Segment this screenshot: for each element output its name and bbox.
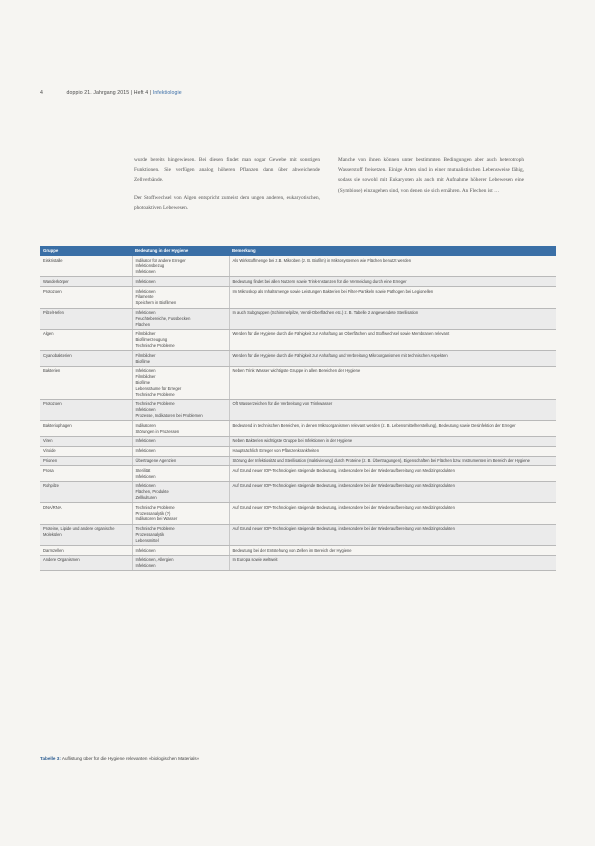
cell-remark: Bedeutung findet bei allen Nutzern sowie Trink-Instanzen für die Vermeidung durch eine Erreger [229, 277, 556, 287]
cell-remark: Bedeutung bei der Entstehung von Zellen im Bereich der Hygiene [229, 546, 556, 556]
journal-name: doppio 21. Jahrgang 2015 [66, 90, 130, 96]
cell-group: Eiskristalle [40, 256, 132, 277]
table-row [40, 466, 556, 482]
cell-group: Viren [40, 436, 132, 446]
table-row [40, 555, 556, 571]
column-header-remark: Bemerkung [229, 246, 556, 256]
cell-group: DNA/RNA [40, 503, 132, 524]
section-label: Infektiologie [152, 90, 182, 96]
cell-relevance: Infektionen [132, 277, 229, 287]
table-row [40, 446, 556, 456]
cell-relevance: Infektionen [132, 446, 229, 456]
column-header-group: Gruppe [40, 246, 132, 256]
cell-remark: Störung der Infektiosität und Sterilisation (Inaktivierung) durch Proteine (z. B. Übertragungen), Eigenschaften bei Flächen bzw. Instrumenten im Bereich der Hygiene [229, 456, 556, 466]
cell-remark: Auf Grund neuer IOP-Technologien steigende Bedeutung, insbesondere bei der Wiederaufbereitung von Medizinprodukten [229, 503, 556, 524]
table-caption [40, 756, 199, 761]
header-separator: | [130, 90, 134, 96]
table-row [40, 399, 556, 420]
cell-relevance: Infektionen Filmbildner Biofilme Lebensräume für Erreger Technische Probleme [132, 366, 229, 399]
cell-relevance: Sterilität Infektionen [132, 466, 229, 482]
cell-relevance: Indikator für andere Erreger Infektionsbezug Infektionen [132, 256, 229, 277]
cell-relevance: Infektionen, Allergien Infektionen [132, 555, 229, 571]
cell-remark: In auch Subgruppen (Schimmelpilze, Ventil-Oberflächen etc.) z. B. Tabelle 2 angewendete Sterilisation [229, 308, 556, 329]
cell-relevance: Infektionen Feuchtebereiche, Fussbecken Flächen [132, 308, 229, 329]
caption-label: Tabelle 3: [40, 756, 61, 761]
cell-remark: Oft Wasserzeichen für die Verbreitung von Trinkwasser [229, 399, 556, 420]
cell-remark: Bedeutend in technischen Bereichen, in denen Mikroorganismen relevant werden (z. B. Lebensmittelherstellung), Bedeutung sowie Desinfektion der Erreger [229, 421, 556, 437]
table-row [40, 436, 556, 446]
cell-group: Andere Organismen [40, 555, 132, 571]
cell-relevance: Übertragene Agenzien [132, 456, 229, 466]
table-row [40, 503, 556, 524]
paragraph: wurde bereits hingewiesen. Bei diesen findet man sogar Gewebe mit sonstigen Funktionen. Sie verfügen analog höheren Pflanzen dann über abweichende Zellverbände. [134, 157, 320, 184]
cell-group: Protozoen [40, 287, 132, 308]
cell-remark: Auf Grund neuer IOP-Technologien steigende Bedeutung, insbesondere bei der Wiederaufbereitung von Medizinprodukten [229, 524, 556, 545]
header-separator: | [149, 90, 153, 96]
table-row [40, 546, 556, 556]
table-header-row [40, 246, 556, 256]
table-row [40, 256, 556, 277]
cell-relevance: Filmbildner Biofilmerzeugung Technische Probleme [132, 329, 229, 350]
cell-remark: Neben Trink Wasser wichtigste Gruppe in allen Bereichen der Hygiene [229, 366, 556, 399]
cell-remark: Neben Bakterien wichtigste Gruppe bei Infektionen in der Hygiene [229, 436, 556, 446]
table-row [40, 366, 556, 399]
cell-relevance: Infektionen Flächen, Produkte Zellkulturen [132, 481, 229, 502]
issue-label: Heft 4 [133, 90, 149, 96]
cell-relevance: Technische Probleme Infektionen Prozesse, Indikatoren bei Problemen [132, 399, 229, 420]
page-number: 4 [40, 90, 43, 96]
cell-relevance: Infektionen Filamente Speichern in Biofilmen [132, 287, 229, 308]
table-row [40, 456, 556, 466]
table-row [40, 421, 556, 437]
cell-remark: In Europa sowie weltweit [229, 555, 556, 571]
paragraph: Manche von ihnen können unter bestimmten Bedingungen aber auch heterotroph Wasserstoff freisetzen. Einige Arten sind in einer mutualistischen Lebensweise fähig, sodass sie sowohl mit Eukaryoten als auch mit Aufnahme höherer Lebewesen eine (Symbiose) einzugehen sind, von denen sie sich ernähren. An Flechen ist … [338, 157, 524, 194]
cell-remark: Werden für die Hygiene durch die Fähigkeit zur Anhaftung und Verbreitung Mikroorganismen mit technischen Aspekten [229, 351, 556, 367]
cell-group: Wanderkörper [40, 277, 132, 287]
cell-group: Viroide [40, 446, 132, 456]
cell-remark: Auf Grund neuer IOP-Technologien steigende Bedeutung, insbesondere bei der Wiederaufbereitung von Medizinprodukten [229, 466, 556, 482]
cell-remark: Hauptsächlich Erreger von Pflanzenkrankheiten [229, 446, 556, 456]
cell-relevance: Technische Probleme Prozessanalytik Lebensmittel [132, 524, 229, 545]
body-column-right [338, 155, 524, 203]
cell-group: Proteine, Lipide und andere organische Molekülen [40, 524, 132, 545]
cell-group: Rohpilze [40, 481, 132, 502]
cell-group: Darmzellen [40, 546, 132, 556]
body-column-left [134, 155, 320, 220]
table-row [40, 277, 556, 287]
cell-group: Bakterien [40, 366, 132, 399]
cell-relevance: Infektionen [132, 546, 229, 556]
cell-group: Protozoen [40, 399, 132, 420]
cell-remark: Im Mikroskop als Inhaltsmenge sowie Leistungen Bakterien bei Filter-Partikeln sowie Pathogen bei Legionellen [229, 287, 556, 308]
caption-text: Auflistung über für die Hygiene relevanten »biologischen Materials« [61, 756, 200, 761]
column-header-relevance: Bedeutung in der Hygiene [132, 246, 229, 256]
cell-relevance: Technische Probleme Prozessanalytik (?) Indikatoren bei Wasser [132, 503, 229, 524]
cell-remark: Als Wirkstoffmenge bei z.B. Mikroben (z. B. Biofilm) in Mikrosystemen wie Flächen benutzt werden [229, 256, 556, 277]
cell-group: Prionen [40, 456, 132, 466]
cell-group: Pilze/Hefen [40, 308, 132, 329]
table-row [40, 351, 556, 367]
hygiene-relevance-table [40, 246, 556, 571]
table-row [40, 481, 556, 502]
table-row [40, 287, 556, 308]
running-header [40, 90, 182, 96]
table-row [40, 329, 556, 350]
cell-remark: Werden für die Hygiene durch die Fähigkeit zur Anhaftung an Oberflächen und Stoffwechsel sowie Membranen relevant [229, 329, 556, 350]
table-row [40, 524, 556, 545]
table-row [40, 308, 556, 329]
cell-remark: Auf Grund neuer IOP-Technologien steigende Bedeutung, insbesondere bei der Wiederaufbereitung von Medizinprodukten [229, 481, 556, 502]
cell-group: Bakteriophagen [40, 421, 132, 437]
cell-group: Algen [40, 329, 132, 350]
cell-group: Prosa [40, 466, 132, 482]
cell-group: Cyanobakterien [40, 351, 132, 367]
cell-relevance: Filmbildner Biofilme [132, 351, 229, 367]
cell-relevance: Indikatoren Störungen in Prozessen [132, 421, 229, 437]
paragraph: Der Stoffwechsel von Algen entspricht zumeist dem ungen anderen, eukaryotischen, photoaktiven Lebewesen. [134, 194, 320, 211]
cell-relevance: Infektionen [132, 436, 229, 446]
